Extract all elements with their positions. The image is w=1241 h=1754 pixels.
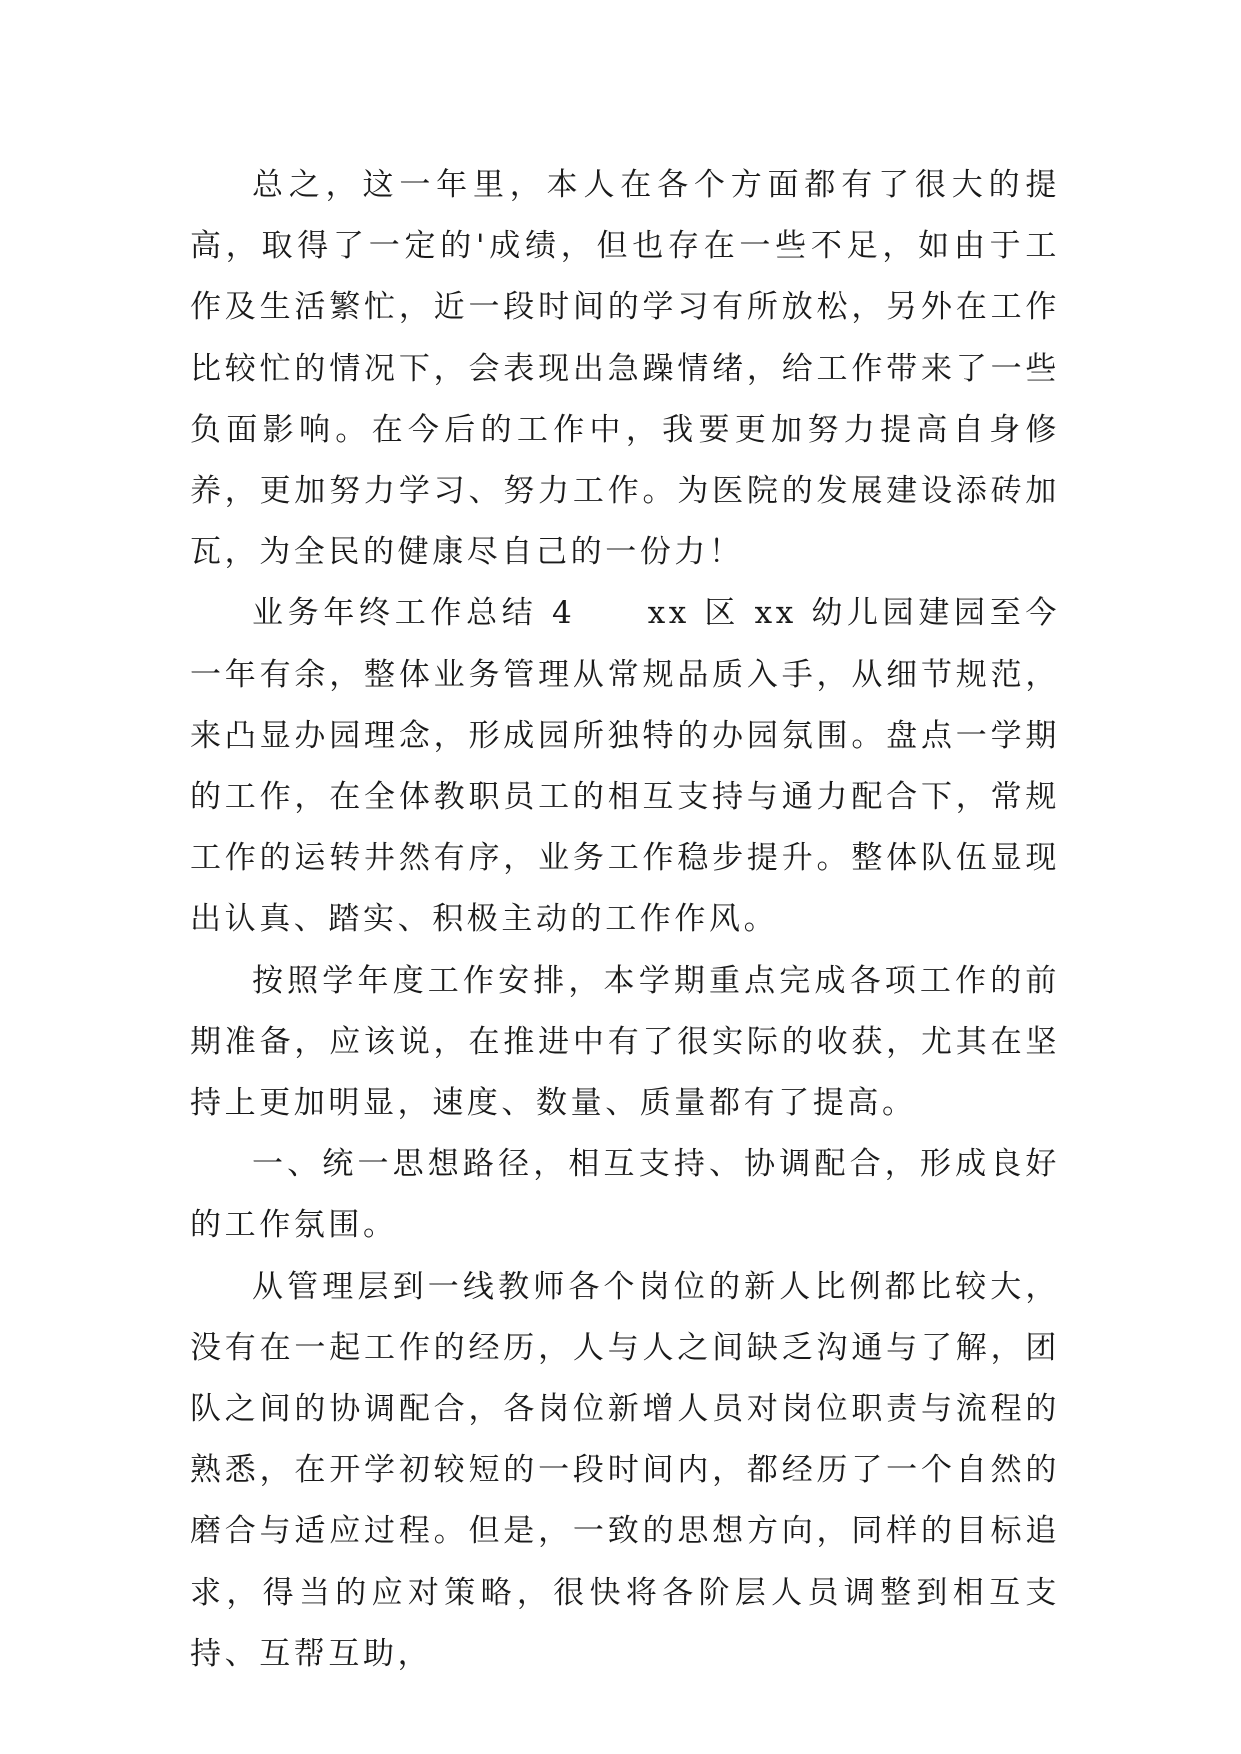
paragraph-team-coordination: 从管理层到一线教师各个岗位的新人比例都比较大，没有在一起工作的经历，人与人之间缺乏沟通与了解，团队之间的协调配合，各岗位新增人员对岗位职责与流程的熟悉，在开学初较短的一段时间内，都经历了一个自然的磨合与适应过程。但是，一致的思想方向，同样的目标追求，得当的应对策略，很快将各阶层人员调整到相互支持、互帮互助， [190, 1268, 1060, 1672]
paragraph-summary: 总之，这一年里，本人在各个方面都有了很大的提高，取得了一定的'成绩，但也存在一些不足，如由于工作及生活繁忙，近一段时间的学习有所放松，另外在工作比较忙的情况下，会表现出急躁情绪，给工作带来了一些负面影响。在今后的工作中，我要更加努力提高自身修养，更加努力学习、努力工作。为医院的发展建设添砖加瓦，为全民的健康尽自己的一份力！ [190, 167, 1060, 571]
document-body [190, 155, 1060, 1685]
paragraph-summary-4-intro: 业务年终工作总结 4 xx 区 xx 幼儿园建园至今一年有余，整体业务管理从常规品质入手，从细节规范，来凸显办园理念，形成园所独特的办园氛围。盘点一学期的工作，在全体教职员工的相互支持与通力配合下，常规工作的运转井然有序，业务工作稳步提升。整体队伍显现出认真、踏实、积极主动的工作作风。 [190, 595, 1060, 938]
paragraph-semester-plan: 按照学年度工作安排，本学期重点完成各项工作的前期准备，应该说，在推进中有了很实际的收获，尤其在坚持上更加明显，速度、数量、质量都有了提高。 [190, 962, 1060, 1122]
section-heading-1: 一、统一思想路径，相互支持、协调配合，形成良好的工作氛围。 [190, 1146, 1060, 1244]
